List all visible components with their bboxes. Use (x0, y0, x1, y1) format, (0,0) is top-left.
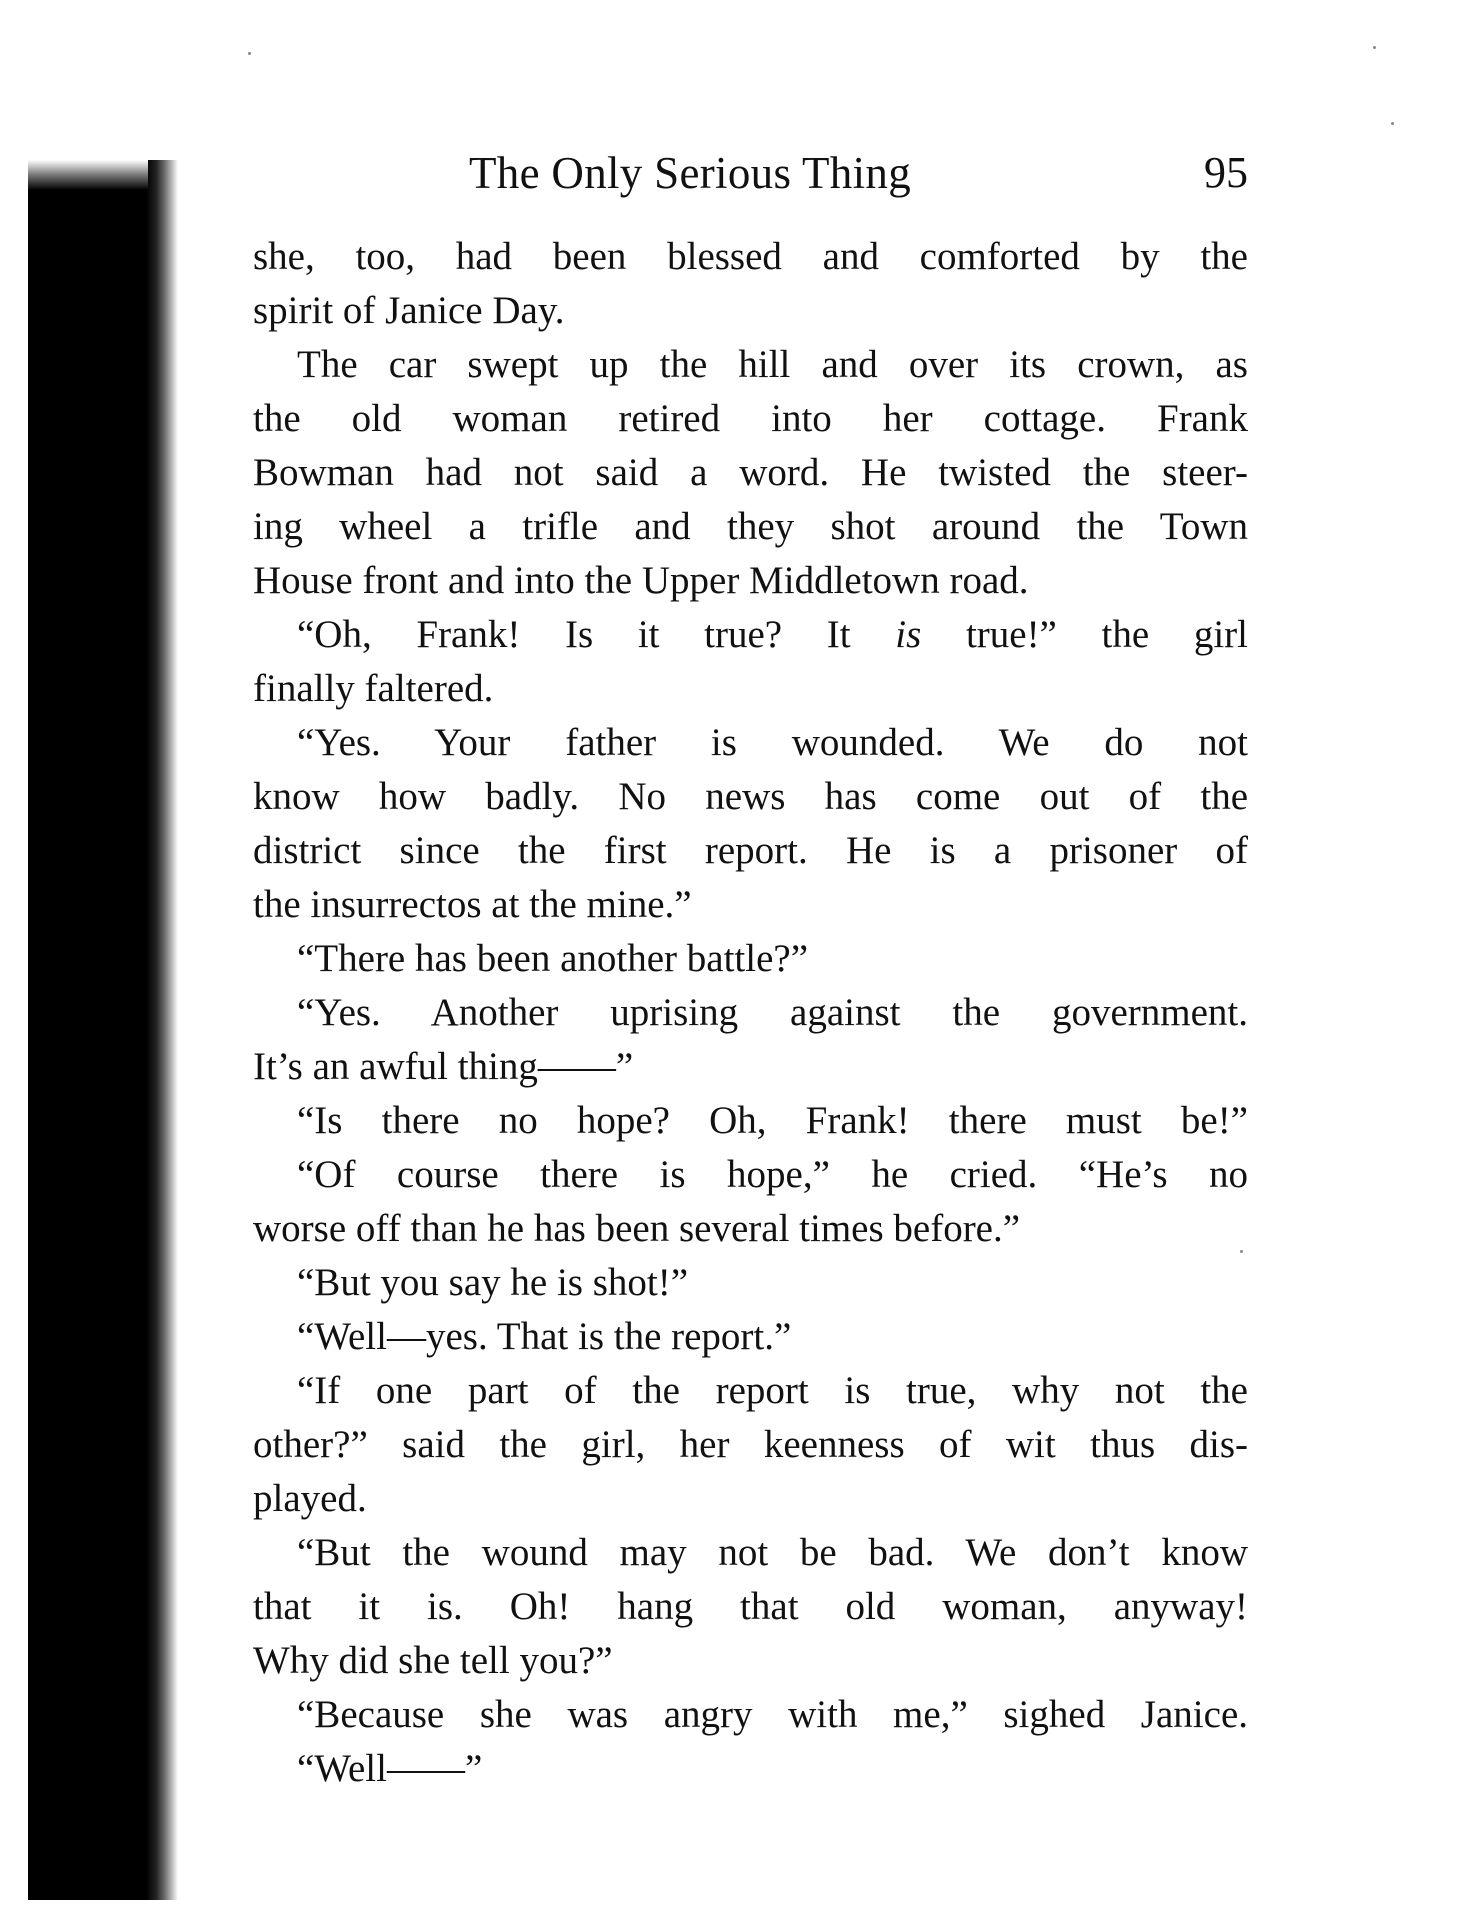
text-line: It’s an awful thing——” (253, 1045, 634, 1088)
text-line: know how badly. No news has come out of the (253, 775, 1248, 818)
text-line: “Yes. Another uprising against the government. (297, 991, 1248, 1034)
text-line: finally faltered. (253, 667, 494, 710)
text-line: “But you say he is shot!” (297, 1261, 689, 1304)
scan-binding-edge (28, 160, 178, 1900)
scan-speck (1391, 122, 1394, 125)
text-line: “Because she was angry with me,” sighed Janice. (297, 1693, 1248, 1736)
text-line: Why did she tell you?” (253, 1639, 613, 1682)
page-number: 95 (1204, 148, 1248, 197)
text-line: The car swept up the hill and over its crown, as (297, 343, 1248, 386)
text-line: played. (253, 1477, 367, 1520)
text-line: House front and into the Upper Middletown road. (253, 559, 1029, 602)
text-line: the old woman retired into her cottage. Frank (253, 397, 1248, 440)
text-line: “There has been another battle?” (297, 937, 809, 980)
body-text (253, 230, 1248, 1796)
text-line: “Of course there is hope,” he cried. “He’s no (297, 1153, 1248, 1196)
text-line: district since the first report. He is a prisoner of (253, 829, 1248, 872)
text-line: “If one part of the report is true, why not the (297, 1369, 1248, 1412)
running-head (253, 147, 1248, 207)
text-line: ing wheel a trifle and they shot around the Town (253, 505, 1248, 548)
text-line: “Yes. Your father is wounded. We do not (297, 721, 1248, 764)
scan-speck (1373, 46, 1376, 49)
text-line: spirit of Janice Day. (253, 289, 565, 332)
text-line: Bowman had not said a word. He twisted the steer- (253, 451, 1248, 494)
text-line: that it is. Oh! hang that old woman, anyway! (253, 1585, 1248, 1628)
scan-speck (248, 52, 251, 55)
running-title: The Only Serious Thing (469, 148, 911, 198)
text-line: other?” said the girl, her keenness of wit thus dis- (253, 1423, 1248, 1466)
text-line: the insurrectos at the mine.” (253, 883, 692, 926)
binding-edge-top (28, 160, 148, 190)
text-line: she, too, had been blessed and comforted by the (253, 235, 1248, 278)
text-line: “Well——” (297, 1747, 483, 1790)
text-line: “Is there no hope? Oh, Frank! there must be!” (297, 1099, 1248, 1142)
text-line: “But the wound may not be bad. We don’t know (297, 1531, 1248, 1574)
text-line: worse off than he has been several times before.” (253, 1207, 1021, 1250)
text-line: “Oh, Frank! Is it true? It is true!” the girl (297, 613, 1248, 656)
emphasis: is (895, 613, 922, 656)
text-line: “Well—yes. That is the report.” (297, 1315, 792, 1358)
